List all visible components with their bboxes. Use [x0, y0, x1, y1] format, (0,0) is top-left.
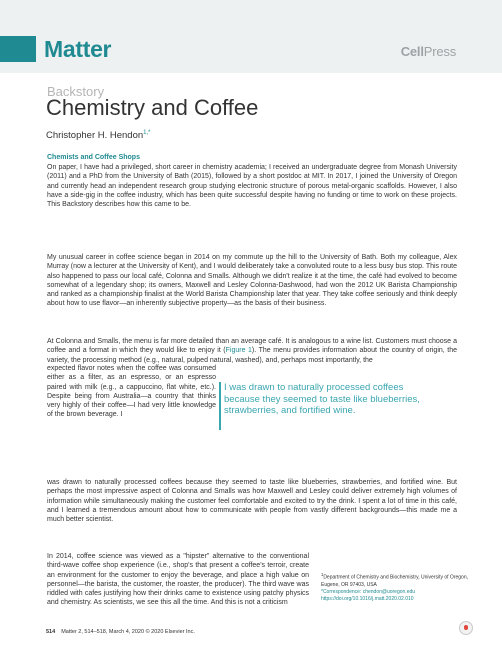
paragraph-4: In 2014, coffee science was viewed as a "hipster" alternative to the conventional third-wave coffee shop experience (i.e., shop's that present a coffee's terroir, create an environment for the customer to enjoy the beverage, and place a high value on personnel—the barista, the customer, the roaster, the producer). The third wave was riddled with cafes justifying how their drinks came to existence using patchy physics and chemistry. As scientists, we see this all the time. And this is not a criticism: [47, 553, 309, 607]
author-line: [46, 130, 151, 141]
paragraph-3-start: At Colonna and Smalls, the menu is far more detailed than an average café. It is analogous to a wine list. Customers must choose a coffee and a format in which they would like to enjoy it (: [47, 338, 457, 355]
crossmark-icon[interactable]: [459, 621, 473, 635]
journal-color-bar: [0, 36, 36, 62]
paragraph-3-rest: was drawn to naturally processed coffees because they seemed to taste like blueberries, strawberries, and fortified wine. But perhaps the most impressive aspect of Colonna and Smalls was how Maxwell and Lesley could deliver extremely high volumes of information while simultaneously making the customer feel comfortable and excited to try the drink. I spent a lot of time in this café, and I learned a tremendous amount about how to communicate with people from vastly different backgrounds—this made me a much better scientist.: [47, 479, 457, 523]
affiliation: $^1$Department of Chemistry and Biochemistry, University of Oregon, Eugene, OR 97403, USA: [321, 572, 468, 588]
correspondence[interactable]: *Correspondence: chendon@uoregon.edu: [321, 588, 416, 595]
section-heading: Chemists and Coffee Shops: [47, 154, 140, 161]
publisher-logo: [401, 44, 456, 59]
footnotes: [321, 571, 471, 603]
article-kicker: Backstory: [47, 84, 105, 99]
page-number: 514: [46, 629, 56, 635]
paragraph-2: My unusual career in coffee science began in 2014 on my commute up the hill to the University of Bath. Both my colleague, Alex Murray (now a lecturer at the University of Kent), and I would deliberately take a convoluted route to a less busy bus stop. This route also happened to pass our local café, Colonna and Smalls. Although we didn't realize it at the time, the café had evolved to become somewhat of a legendary shop; its owners, Maxwell and Lesley Colonna-Dashwood, had won the 2012 UK Barista Championship and ranked as a championship finalist at the World Barista Championship later that year. They take coffee seriously and think deeply about how to use flavor—an inherently subjective property—as the basis of their business.: [47, 254, 457, 308]
author-marks: 1,*: [143, 130, 151, 136]
page-footer: [46, 629, 195, 635]
publisher-name: Cell: [400, 44, 424, 59]
publisher-suffix: Press: [423, 44, 456, 59]
paragraph-3-intro: [47, 337, 457, 365]
paragraph-3-narrow: expected flavor notes when the coffee was consumed either as a filter, as an espresso, or an espresso paired with milk (e.g., a cappuccino, flat white, etc.). Despite being from Australia—a country that thinks very highly of their coffee—I had very little knowledge of the brown beverage. I: [47, 365, 216, 419]
paragraph-1: On paper, I have had a privileged, short career in chemistry academia; I received an undergraduate degree from Monash University (2011) and a PhD from the University of Bath (2015), followed by a short postdoc at MIT. In 2017, I joined the University of Oregon and currently head an independent research group studying electronic structure of porous metal-organic scaffolds. However, I also have a side-gig in the coffee industry, which has been quite successful despite having no funding or time to work on these projects. This Backstory describes how this came to be.: [47, 164, 457, 208]
pull-quote: I was drawn to naturally processed coffees because they seemed to taste like blueberries, strawberries, and fortified wine.: [224, 382, 420, 417]
citation-line: Matter 2, 514–518, March 4, 2020 © 2020 Elsevier Inc.: [61, 629, 195, 635]
figure-link[interactable]: Figure 1: [225, 347, 252, 355]
journal-name: Matter: [44, 36, 112, 62]
pull-quote-rule: [219, 382, 221, 430]
doi-link[interactable]: https://doi.org/10.1016/j.matt.2020.02.010: [321, 595, 414, 602]
article-title: Chemistry and Coffee: [46, 95, 259, 120]
paragraph-3-cont: ). The menu provides information about the country of origin, the variety, the processing method (e.g., natural, pulped natural, washed), and, perhaps most importantly, the: [47, 347, 457, 364]
author-name: Christopher H. Hendon: [46, 130, 144, 142]
